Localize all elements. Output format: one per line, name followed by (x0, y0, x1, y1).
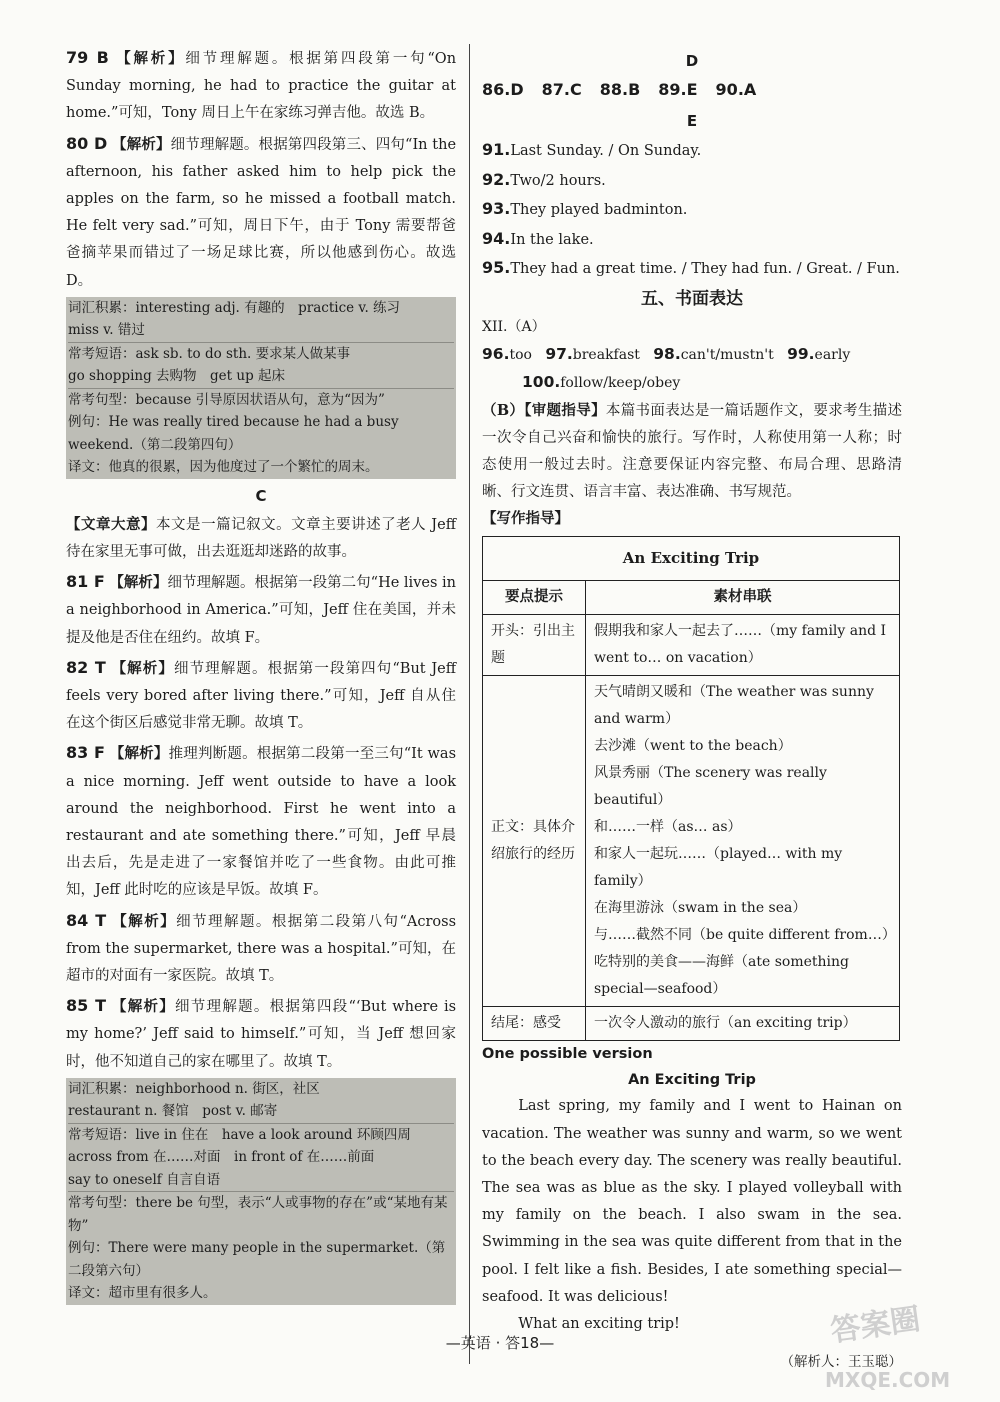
sample-essay (482, 1041, 902, 1338)
essay-heading: One possible version (482, 1046, 653, 1063)
table-header-tips: 要点提示 (483, 581, 586, 615)
question-80: 80 D 【解析】细节理解题。根据第四段第三、四句“In the afternoon, his father asked him to help pick the apples on the farm, so he missed a football match. He felt very sad.”可知，周日下午，由于 Tony 需要帮爸爸摘苹果而错过了一场足球比赛，所以他感到伤心。故选 D。 (66, 133, 457, 289)
short-answer-91: 91.Last Sunday. / On Sunday. (482, 140, 702, 159)
question-84: 84 T 【解析】细节理解题。根据第二段第八句“Across from the supermarket, there was a hospital.”可知，在超市的对面有一家医院。故填 T。 (66, 910, 457, 985)
right-column (482, 44, 902, 1370)
vocab-group: 词汇积累：interesting adj. 有趣的 practice v. 练习 miss v. 错过 (68, 299, 401, 339)
review-guide: （B）【审题指导】本篇书面表达是一篇话题作文，要求考生描述一次令自己兴奋和愉快的旅行。写作时，人称使用第一人称；时态使用一般过去时。注意要保证内容完整、布局合理、思路清晰、行文连贯、语言丰富、表达准确、书写规范。 (482, 401, 903, 501)
table-row-body: 正文：具体介绍旅行的经历 天气晴朗又暖和（The weather was sunny and warm） 去沙滩（went to the beach） 风景秀丽（The scenery was really beautiful） 和……一样（as… as） 和家人一起玩……（played… with my family） 在海里游泳（swam in the sea） 与……截然不同（be quite different from…） 吃特别的美食——海鲜（ate something special—seafood） (483, 676, 900, 1007)
table-row-opening: 开头：引出主题 假期我和家人一起去了……（my family and I went to… on vacation） (483, 615, 900, 676)
table-row-ending: 结尾：感受 一次令人激动的旅行（an exciting trip） (483, 1007, 900, 1041)
essay-paragraph-2: What an exciting trip! (518, 1315, 680, 1332)
watermark-logo: 答案圈 (828, 1301, 923, 1350)
pattern-group: 常考句型：because 引导原因状语从句，意为“因为” 例句：He was really tired because he had a busy weekend.（第二段第四句） 译文：他真的很累，因为他度过了一个繁忙的周末。 (68, 388, 454, 479)
left-column (66, 44, 456, 1305)
column-divider (469, 44, 470, 1364)
question-81: 81 F 【解析】细节理解题。根据第一段第二句“He lives in a neighborhood in America.”可知，Jeff 住在美国，并未提及他是否住在纽约。故填 F。 (66, 572, 457, 646)
question-79: 79 B 【解析】细节理解题。根据第四段第一句“On Sunday morning, he had to practice the guitar at home.”可知，Tony 周日上午在家练习弹吉他。故选 B。 (66, 48, 457, 122)
short-answer-93: 93.They played badminton. (482, 199, 688, 218)
section-c-heading: C (255, 486, 267, 505)
fill-answers: XII.（A）96.too 97.breakfast 98.can't/mustn't 99.early 100.follow/keep/obey (482, 318, 851, 391)
short-answer-94: 94.In the lake. (482, 228, 594, 248)
author-credit: （解析人：王玉聪） (780, 1354, 902, 1371)
writing-guide-table (482, 536, 900, 1041)
vocab-box-2 (66, 1078, 456, 1305)
table-header-materials: 素材串联 (586, 581, 900, 615)
pattern-group: 常考句型：there be 句型，表示“人或事物的存在”或“某地有某物” 例句：There were many people in the supermarket.（第二段第六句） 译文：超市里有很多人。 (68, 1191, 454, 1305)
watermark-site: MXQE.COM (825, 1368, 951, 1392)
writing-guide-tag: 【写作指导】 (482, 510, 569, 528)
writing-section-title: 五、书面表达 (641, 288, 743, 309)
short-answer-95: 95.They had a great time. / They had fun. / Great. / Fun. (482, 258, 900, 277)
table-caption: An Exciting Trip (483, 537, 900, 581)
question-85: 85 T 【解析】细节理解题。根据第四段“‘But where is my home?’ Jeff said to himself.”可知，当 Jeff 想回家时，他不知道自己的家在哪里了。故填 T。 (66, 996, 457, 1070)
page-footer: —英语 · 答18— (445, 1334, 555, 1352)
section-d-answers: 86.D 87.C 88.B 89.E 90.A (482, 80, 757, 99)
essay-title: An Exciting Trip (628, 1072, 756, 1089)
vocab-group: 词汇积累：neighborhood n. 街区，社区 restaurant n. 餐馆 post v. 邮寄 (68, 1080, 320, 1120)
phrase-group: 常考短语：ask sb. to do sth. 要求某人做某事 go shopping 去购物 get up 起床 (68, 342, 454, 388)
section-e-heading: E (686, 112, 698, 130)
vocab-box-1 (66, 297, 456, 479)
phrase-group: 常考短语：live in 住在 have a look around 环顾四周 across from 在……对面 in front of 在……前面 say to oneself 自言自语 (68, 1123, 454, 1192)
essay-paragraph-1: Last spring, my family and I went to Hainan on vacation. The weather was sunny and warm, so we went to the beach every day. The scenery was really beautiful. The sea was as blue as the sky. I played volleyball with my family on the beach. I also swam in the sea. Swimming in the sea was quite different from that in the pool. I felt like a fish. Besides, I ate something special—seafood. It was delicious! (482, 1098, 902, 1305)
passage-summary: 【文章大意】本文是一篇记叙文。文章主要讲述了老人 Jeff 待在家里无事可做，出去逛逛却迷路的故事。 (66, 515, 456, 561)
question-82: 82 T 【解析】细节理解题。根据第一段第四句“But Jeff feels very bored after living there.”可知，Jeff 自从住在这个街区后感觉非常无聊。故填 T。 (66, 657, 457, 732)
short-answer-92: 92.Two/2 hours. (482, 169, 606, 189)
question-83: 83 F 【解析】推理判断题。根据第二段第一至三句“It was a nice morning. Jeff went outside to have a look around the neighborhood. First he went into a restaurant and ate something there.”可知，Jeff 早晨出去后，先是走进了一家餐馆并吃了一些食物。由此可推知，Jeff 此时吃的应该是早饭。故填 F。 (66, 743, 457, 899)
section-d-heading: D (685, 52, 699, 70)
